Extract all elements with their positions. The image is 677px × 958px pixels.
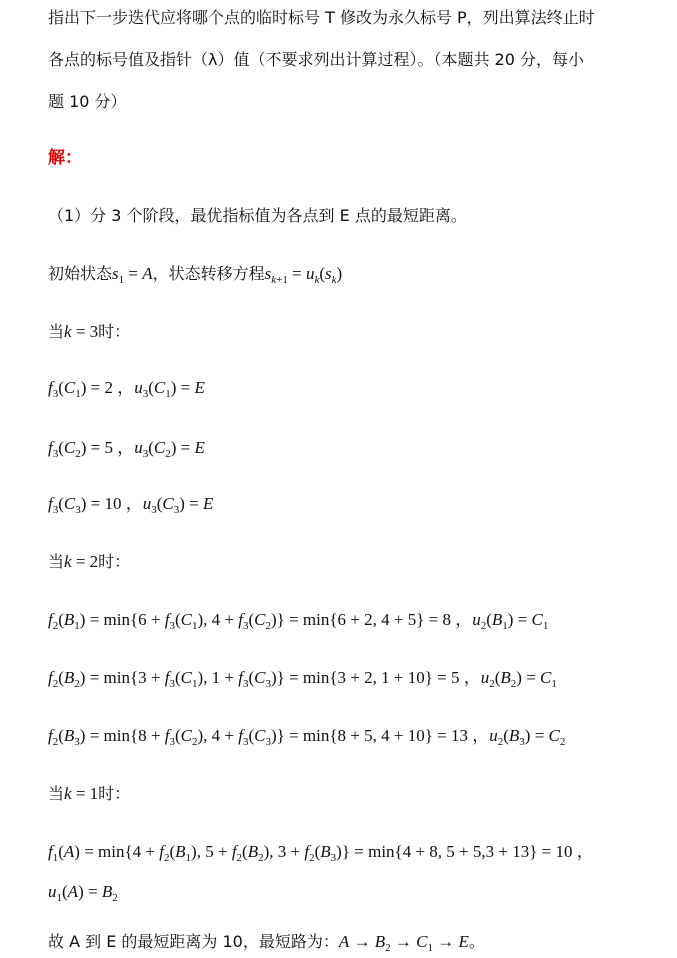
k1-value: 1 — [89, 784, 99, 803]
k3-row-3: $f_3(C_3) = 10$ ，$u_3(C_3) = E$ — [48, 494, 214, 516]
stage-k3-label: 当k = 3时： — [48, 322, 131, 341]
init-mid: ，状态转移方程 — [152, 264, 265, 283]
stage-k1-label: 当k = 1时： — [48, 784, 131, 803]
part1-statement: （1）分 3 个阶段，最优指标值为各点到 E 点的最短距离。 — [48, 206, 467, 225]
intro-line-2: 各点的标号值及指针（λ）值（不要求列出计算过程）。（本题共 20 分，每小 — [48, 50, 585, 69]
intro-line-3: 题 10 分） — [48, 92, 127, 111]
k1-policy: $u_1(A) = B_2$ — [48, 882, 118, 904]
k2-row-1: $f_2(B_1) = \min\{6 + f_3(C_1)$, $4 + f_3(C_2)\} = \min\{6 + 2$, 4 + 5} = 8 ，$u_2(B_1) = C_1$ — [48, 610, 549, 632]
k2-row-2: $f_2(B_2) = \min\{3 + f_3(C_1)$, $1 + f_3(C_3)\} = \min\{3 + 2$, 1 + 10} = 5 ，$u_2(B_2) = C_1$ — [48, 668, 557, 690]
stage-k2-label: 当k = 2时： — [48, 552, 131, 571]
k2-row-3: $f_2(B_3) = \min\{8 + f_3(C_2)$, $4 + f_3(C_3)\} = \min\{8 + 5$, 4 + 10} = 13 ，$u_2(B_3) = C_2$ — [48, 726, 566, 748]
k3-row-2: $f_3(C_2) = 5$ ，$u_3(C_2) = E$ — [48, 438, 205, 460]
shortest-path-formula: $A \to B_2 \to C_1 \to E$ — [338, 932, 469, 954]
k3-row-1: $f_3(C_1) = 2$ ，$u_3(C_1) = E$ — [48, 378, 205, 400]
intro-line-1: 指出下一步迭代应将哪个点的临时标号 T 修改为永久标号 P，列出算法终止时 — [48, 8, 595, 27]
solution-label: 解： — [48, 148, 82, 168]
k2-value: 2 — [89, 552, 99, 571]
init-prefix: 初始状态 — [48, 264, 113, 283]
k1-row: $f_1(A) = \min\{4 + f_2(B_1)$, $5 + f_2(B_2)$, $3 + f_2(B_3)\} = \min\{4 + 8$, 5 + 5,3 + 13} = 10 ， — [48, 842, 594, 864]
init-state-formula: $s_1 = A$ — [112, 264, 153, 286]
conclusion-text: 故 A 到 E 的最短距离为 10，最短路为： — [48, 932, 339, 951]
k3-value: 3 — [89, 322, 99, 341]
initial-state-line — [48, 264, 342, 290]
transition-formula: $s_{k+1} = u_k(s_k)$ — [264, 264, 343, 286]
conclusion-line: 故 A 到 E 的最短距离为 10，最短路为：$A \to B_2 \to C_1 \to E$。 — [48, 932, 485, 954]
